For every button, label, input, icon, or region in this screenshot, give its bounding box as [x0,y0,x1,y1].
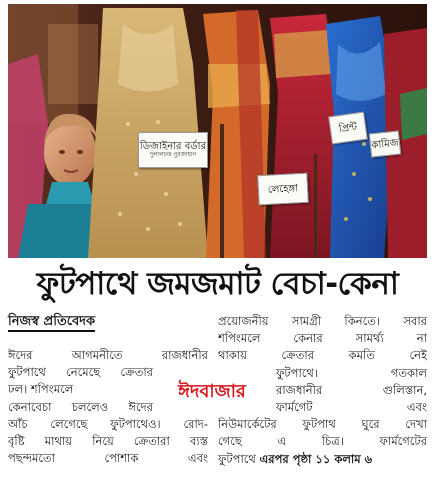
price-tag-lehenga-text: লেহেঙ্গা [267,182,299,196]
article-column-left [8,347,208,483]
right-line-5: রাজধানীর গুলিস্তান, [276,382,427,397]
article-headline: ফুটপাথে জমজমাট বেচা-কেনা [36,266,399,302]
section-label-eidbazar: ঈদবাজার [160,380,264,404]
right-line-4: ফুটপাথে। গতকাল [276,365,427,380]
price-tag-lehenga [257,173,309,206]
left-line-2: ফুটপাথে নেমেছে ক্রেতার [8,365,153,380]
right-line-9-text: ফুটপাথে [218,451,256,466]
price-tag-designer-sub: দুলালচন্দ্র নুরজাহান [149,151,197,159]
left-line-6: বৃষ্টি মাথায় নিয়ে ক্রেতারা ব্যস্ত [8,434,208,449]
price-tag-print-text: প্রিন্ট [338,121,358,135]
left-line-7: পছন্দমতো পোশাক এবং [8,451,208,466]
article-byline [8,313,208,333]
market-photo [8,4,427,258]
price-tag-designer-text: ডিজাইনার বর্ডার [139,141,207,153]
right-line-8: গেছে এ চিত্র। ফার্মগেটের [218,434,427,449]
price-tag-kameez [369,130,401,157]
right-line-3: থাকায় ক্রেতার কমতি নেই [218,348,427,363]
price-tag-kameez-text: কামিজ [370,137,400,151]
left-line-3-text: ঢল। শপিংমলে [8,382,74,397]
price-tag-designer [138,132,208,168]
left-line-4: কেনাবেচা চললেও ঈদের [8,399,153,414]
left-line-3 [8,381,153,398]
right-line-1: প্রয়োজনীয় সামগ্রী কিনতে। সবার [218,314,427,328]
right-line-2: শপিংমলে কেনার সামর্থ্য না [218,331,427,346]
continuation-note: এরপর পৃষ্ঠা ১১ কলাম ৬ [259,451,373,466]
right-line-7: নিউমার্কেটের ফুটপাথ ঘুরে দেখা [218,417,427,432]
byline-text: নিজস্ব প্রতিবেদক [8,314,95,332]
right-line-9 [218,451,427,468]
right-line-6: ফার্মগেট এবং [276,400,427,415]
left-line-5: আঁচ লেগেছে ফুটপাথেও। রোদ- [8,416,208,431]
price-tag-print [328,112,368,145]
left-line-1: ঈদের আগমনীতে রাজধানীর [8,348,208,362]
